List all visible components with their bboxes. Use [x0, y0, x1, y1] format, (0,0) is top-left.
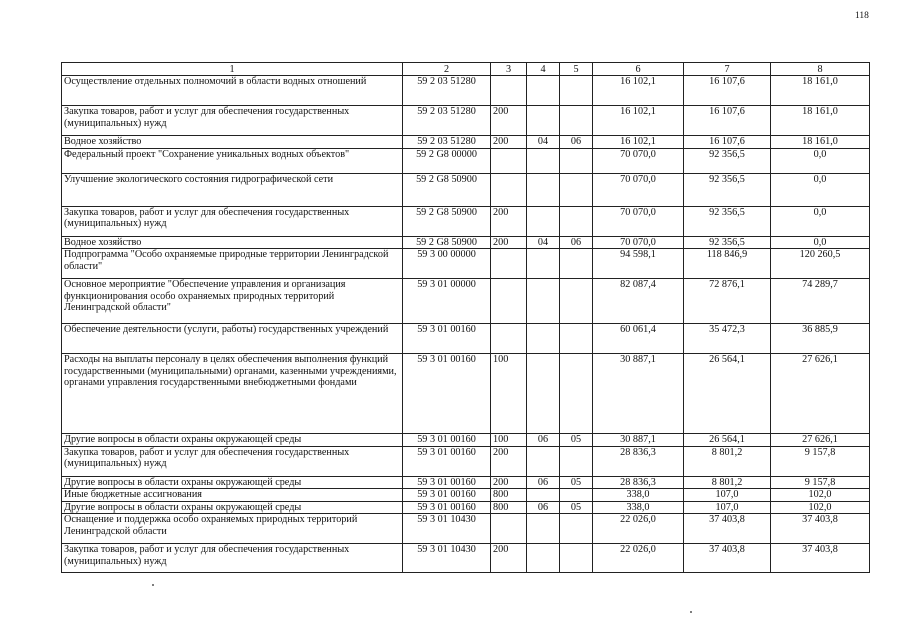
year1-amount-cell: 70 070,0 — [593, 206, 684, 236]
year2-amount-cell: 16 107,6 — [684, 136, 771, 149]
row-name-cell: Оснащение и поддержка особо охраняемых природных территорий Ленинградской области — [62, 514, 403, 544]
subsection-cell: 05 — [560, 476, 593, 489]
table-row — [62, 501, 870, 514]
subsection-cell — [560, 279, 593, 324]
table-row — [62, 489, 870, 502]
year3-amount-cell: 74 289,7 — [771, 279, 870, 324]
year2-amount-cell: 8 801,2 — [684, 476, 771, 489]
target-article-cell: 59 2 03 51280 — [403, 136, 491, 149]
expense-type-cell: 200 — [491, 476, 527, 489]
subsection-cell — [560, 148, 593, 173]
target-article-cell: 59 2 G8 50900 — [403, 173, 491, 206]
expense-type-cell: 200 — [491, 136, 527, 149]
year1-amount-cell: 338,0 — [593, 501, 684, 514]
table-row — [62, 434, 870, 447]
expense-type-cell — [491, 148, 527, 173]
row-name-cell: Водное хозяйство — [62, 236, 403, 249]
header-cell: 1 — [62, 63, 403, 76]
year2-amount-cell: 16 107,6 — [684, 76, 771, 106]
subsection-cell — [560, 446, 593, 476]
year3-amount-cell: 9 157,8 — [771, 476, 870, 489]
year2-amount-cell: 92 356,5 — [684, 173, 771, 206]
year1-amount-cell: 60 061,4 — [593, 324, 684, 354]
table-row — [62, 514, 870, 544]
year1-amount-cell: 22 026,0 — [593, 514, 684, 544]
subsection-cell: 05 — [560, 501, 593, 514]
section-cell — [527, 249, 560, 279]
year1-amount-cell: 82 087,4 — [593, 279, 684, 324]
target-article-cell: 59 3 01 10430 — [403, 514, 491, 544]
header-cell: 4 — [527, 63, 560, 76]
target-article-cell: 59 3 01 00160 — [403, 446, 491, 476]
subsection-cell — [560, 76, 593, 106]
year2-amount-cell: 92 356,5 — [684, 148, 771, 173]
target-article-cell: 59 3 01 00160 — [403, 501, 491, 514]
target-article-cell: 59 3 01 00160 — [403, 434, 491, 447]
row-name-cell: Другие вопросы в области охраны окружающей среды — [62, 434, 403, 447]
expense-type-cell: 800 — [491, 501, 527, 514]
section-cell — [527, 173, 560, 206]
year3-amount-cell: 18 161,0 — [771, 76, 870, 106]
subsection-cell: 06 — [560, 236, 593, 249]
year1-amount-cell: 30 887,1 — [593, 434, 684, 447]
year3-amount-cell: 0,0 — [771, 148, 870, 173]
section-cell — [527, 206, 560, 236]
section-cell: 06 — [527, 476, 560, 489]
expense-type-cell — [491, 514, 527, 544]
year1-amount-cell: 28 836,3 — [593, 476, 684, 489]
target-article-cell: 59 3 01 00160 — [403, 476, 491, 489]
expense-type-cell — [491, 76, 527, 106]
year1-amount-cell: 28 836,3 — [593, 446, 684, 476]
section-cell — [527, 489, 560, 502]
section-cell — [527, 279, 560, 324]
table-row — [62, 476, 870, 489]
expense-type-cell — [491, 249, 527, 279]
subsection-cell: 06 — [560, 136, 593, 149]
year3-amount-cell: 120 260,5 — [771, 249, 870, 279]
year1-amount-cell: 16 102,1 — [593, 106, 684, 136]
year1-amount-cell: 16 102,1 — [593, 136, 684, 149]
section-cell — [527, 106, 560, 136]
table-row — [62, 106, 870, 136]
table-row — [62, 173, 870, 206]
subsection-cell — [560, 354, 593, 434]
year2-amount-cell: 8 801,2 — [684, 446, 771, 476]
row-name-cell: Улучшение экологического состояния гидрографической сети — [62, 173, 403, 206]
year2-amount-cell: 35 472,3 — [684, 324, 771, 354]
expense-type-cell: 200 — [491, 236, 527, 249]
subsection-cell — [560, 206, 593, 236]
year3-amount-cell: 27 626,1 — [771, 434, 870, 447]
year3-amount-cell: 102,0 — [771, 501, 870, 514]
row-name-cell: Расходы на выплаты персоналу в целях обеспечения выполнения функций государственными (муниципальными) органами, казенными учреждениями, органами управления государственными внебюджетными фондами — [62, 354, 403, 434]
header-cell: 5 — [560, 63, 593, 76]
year1-amount-cell: 22 026,0 — [593, 544, 684, 573]
year2-amount-cell: 107,0 — [684, 501, 771, 514]
table-row — [62, 148, 870, 173]
year3-amount-cell: 102,0 — [771, 489, 870, 502]
row-name-cell: Закупка товаров, работ и услуг для обеспечения государственных (муниципальных) нужд — [62, 446, 403, 476]
expense-type-cell: 200 — [491, 106, 527, 136]
header-cell: 6 — [593, 63, 684, 76]
section-cell — [527, 446, 560, 476]
row-name-cell: Закупка товаров, работ и услуг для обеспечения государственных (муниципальных) нужд — [62, 106, 403, 136]
year1-amount-cell: 70 070,0 — [593, 173, 684, 206]
row-name-cell: Водное хозяйство — [62, 136, 403, 149]
year3-amount-cell: 0,0 — [771, 236, 870, 249]
year3-amount-cell: 9 157,8 — [771, 446, 870, 476]
year2-amount-cell: 16 107,6 — [684, 106, 771, 136]
target-article-cell: 59 3 01 00160 — [403, 324, 491, 354]
year3-amount-cell: 37 403,8 — [771, 514, 870, 544]
section-cell — [527, 354, 560, 434]
expense-type-cell — [491, 279, 527, 324]
subsection-cell — [560, 489, 593, 502]
year3-amount-cell: 37 403,8 — [771, 544, 870, 573]
scan-speck — [152, 584, 154, 586]
year2-amount-cell: 26 564,1 — [684, 434, 771, 447]
year2-amount-cell: 72 876,1 — [684, 279, 771, 324]
row-name-cell: Другие вопросы в области охраны окружающей среды — [62, 501, 403, 514]
table-row — [62, 206, 870, 236]
table-row — [62, 236, 870, 249]
year3-amount-cell: 0,0 — [771, 206, 870, 236]
target-article-cell: 59 3 01 10430 — [403, 544, 491, 573]
subsection-cell: 05 — [560, 434, 593, 447]
table-row — [62, 446, 870, 476]
year1-amount-cell: 16 102,1 — [593, 76, 684, 106]
year1-amount-cell: 70 070,0 — [593, 236, 684, 249]
subsection-cell — [560, 173, 593, 206]
section-cell — [527, 148, 560, 173]
expense-type-cell: 200 — [491, 206, 527, 236]
row-name-cell: Подпрограмма "Особо охраняемые природные территории Ленинградской области" — [62, 249, 403, 279]
section-cell — [527, 76, 560, 106]
section-cell: 06 — [527, 501, 560, 514]
scan-speck — [690, 611, 692, 613]
year3-amount-cell: 18 161,0 — [771, 136, 870, 149]
row-name-cell: Закупка товаров, работ и услуг для обеспечения государственных (муниципальных) нужд — [62, 544, 403, 573]
target-article-cell: 59 3 01 00160 — [403, 354, 491, 434]
target-article-cell: 59 3 01 00160 — [403, 489, 491, 502]
year3-amount-cell: 18 161,0 — [771, 106, 870, 136]
section-cell: 04 — [527, 136, 560, 149]
row-name-cell: Закупка товаров, работ и услуг для обеспечения государственных (муниципальных) нужд — [62, 206, 403, 236]
target-article-cell: 59 2 03 51280 — [403, 76, 491, 106]
section-cell — [527, 514, 560, 544]
year2-amount-cell: 37 403,8 — [684, 514, 771, 544]
year2-amount-cell: 107,0 — [684, 489, 771, 502]
expense-type-cell — [491, 324, 527, 354]
table-row — [62, 76, 870, 106]
year1-amount-cell: 70 070,0 — [593, 148, 684, 173]
section-cell: 04 — [527, 236, 560, 249]
expense-type-cell — [491, 173, 527, 206]
header-cell: 2 — [403, 63, 491, 76]
table-row — [62, 249, 870, 279]
header-cell: 8 — [771, 63, 870, 76]
table-row — [62, 136, 870, 149]
table-row — [62, 544, 870, 573]
expense-type-cell: 200 — [491, 446, 527, 476]
page-number: 118 — [855, 11, 869, 21]
expense-type-cell: 800 — [491, 489, 527, 502]
header-row — [62, 63, 870, 76]
year3-amount-cell: 36 885,9 — [771, 324, 870, 354]
header-cell: 7 — [684, 63, 771, 76]
section-cell — [527, 324, 560, 354]
expense-type-cell: 200 — [491, 544, 527, 573]
table-row — [62, 354, 870, 434]
target-article-cell: 59 2 03 51280 — [403, 106, 491, 136]
row-name-cell: Основное мероприятие "Обеспечение управления и организация функционирования особо охраняемых природных территорий Ленинградской области" — [62, 279, 403, 324]
section-cell: 06 — [527, 434, 560, 447]
year2-amount-cell: 118 846,9 — [684, 249, 771, 279]
row-name-cell: Обеспечение деятельности (услуги, работы) государственных учреждений — [62, 324, 403, 354]
subsection-cell — [560, 106, 593, 136]
section-cell — [527, 544, 560, 573]
expense-type-cell: 100 — [491, 434, 527, 447]
subsection-cell — [560, 544, 593, 573]
year2-amount-cell: 37 403,8 — [684, 544, 771, 573]
header-cell: 3 — [491, 63, 527, 76]
target-article-cell: 59 2 G8 50900 — [403, 206, 491, 236]
year2-amount-cell: 92 356,5 — [684, 236, 771, 249]
row-name-cell: Осуществление отдельных полномочий в области водных отношений — [62, 76, 403, 106]
row-name-cell: Иные бюджетные ассигнования — [62, 489, 403, 502]
year3-amount-cell: 0,0 — [771, 173, 870, 206]
target-article-cell: 59 3 01 00000 — [403, 279, 491, 324]
expense-type-cell: 100 — [491, 354, 527, 434]
subsection-cell — [560, 324, 593, 354]
subsection-cell — [560, 514, 593, 544]
row-name-cell: Федеральный проект "Сохранение уникальных водных объектов" — [62, 148, 403, 173]
year3-amount-cell: 27 626,1 — [771, 354, 870, 434]
subsection-cell — [560, 249, 593, 279]
row-name-cell: Другие вопросы в области охраны окружающей среды — [62, 476, 403, 489]
year1-amount-cell: 338,0 — [593, 489, 684, 502]
year2-amount-cell: 26 564,1 — [684, 354, 771, 434]
table-row — [62, 324, 870, 354]
table-row — [62, 279, 870, 324]
year2-amount-cell: 92 356,5 — [684, 206, 771, 236]
year1-amount-cell: 30 887,1 — [593, 354, 684, 434]
target-article-cell: 59 3 00 00000 — [403, 249, 491, 279]
year1-amount-cell: 94 598,1 — [593, 249, 684, 279]
budget-table — [61, 62, 870, 573]
target-article-cell: 59 2 G8 00000 — [403, 148, 491, 173]
target-article-cell: 59 2 G8 50900 — [403, 236, 491, 249]
